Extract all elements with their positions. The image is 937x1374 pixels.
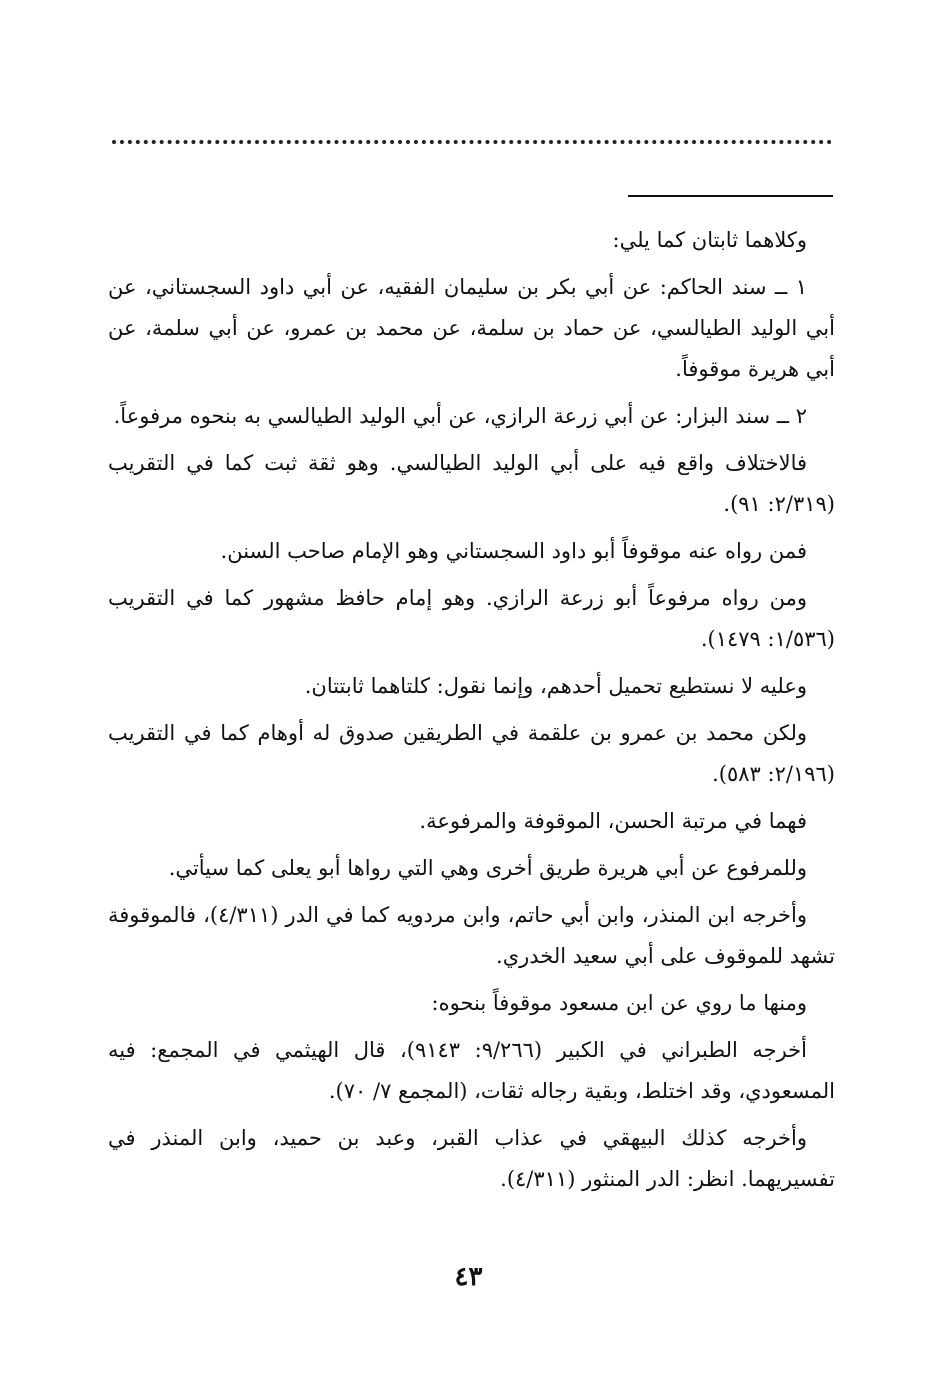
paragraph-tabarani: أخرجه الطبراني في الكبير (٩/٢٦٦: ٩١٤٣)، قال الهيثمي في المجمع: فيه المسعودي، وقد اختلط، وبقية رجاله ثقات، (المجمع ٧/ ٧٠). [108,1038,835,1103]
paragraph-hakim-chain: ١ ــ سند الحاكم: عن أبي بكر بن سليمان الفقيه، عن أبي داود السجستاني، عن أبي الوليد الطيالسي، عن حماد بن سلمة، عن محمد بن عمرو، عن أبي سلمة، عن أبي هريرة موقوفاً. [108,275,835,381]
paragraph-both-established: وعليه لا نستطيع تحميل أحدهم، وإنما نقول: كلتاهما ثابتتان. [304,674,807,698]
page-number: ٤٣ [454,1262,483,1292]
paragraph-bayhaqi: وأخرجه كذلك البيهقي في عذاب القبر، وعبد بن حميد، وابن المنذر في تفسيريهما. انظر: الدر المنثور (٤/٣١١). [108,1126,835,1191]
paragraph-bazzar-chain: ٢ ــ سند البزار: عن أبي زرعة الرازي، عن أبي الوليد الطيالسي به بنحوه مرفوعاً. [113,404,807,428]
paragraph-ibn-masud: ومنها ما روي عن ابن مسعود موقوفاً بنحوه: [431,991,807,1015]
paragraph-disagreement: فالاختلاف واقع فيه على أبي الوليد الطيالسي. وهو ثقة ثبت كما في التقريب (٢/٣١٩: ٩١). [108,451,835,516]
paragraph-intro: وكلاهما ثابتان كما يلي: [612,228,807,252]
paragraph-ibn-mundhir: وأخرجه ابن المنذر، وابن أبي حاتم، وابن مردويه كما في الدر (٤/٣١١)، فالموقوفة تشهد للموقوف على أبي سعيد الخدري. [108,903,835,968]
dotted-separator [112,140,832,144]
paragraph-marfu-narrator: ومن رواه مرفوعاً أبو زرعة الرازي. وهو إمام حافظ مشهور كما في التقريب (١/٥٣٦: ١٤٧٩). [108,586,835,651]
paragraph-abu-yala: وللمرفوع عن أبي هريرة طريق أخرى وهي التي رواها أبو يعلى كما سيأتي. [168,856,807,880]
paragraph-mawquf-narrator: فمن رواه عنه موقوفاً أبو داود السجستاني وهو الإمام صاحب السنن. [220,539,807,563]
paragraph-hasan-grade: فهما في مرتبة الحسن، الموقوفة والمرفوعة. [419,809,807,833]
paragraph-muhammad-ibn-amr: ولكن محمد بن عمرو بن علقمة في الطريقين صدوق له أوهام كما في التقريب (٢/١٩٦: ٥٨٣). [108,721,835,786]
footnote-text-block [108,220,835,1206]
footnote-separator-line [628,195,833,197]
